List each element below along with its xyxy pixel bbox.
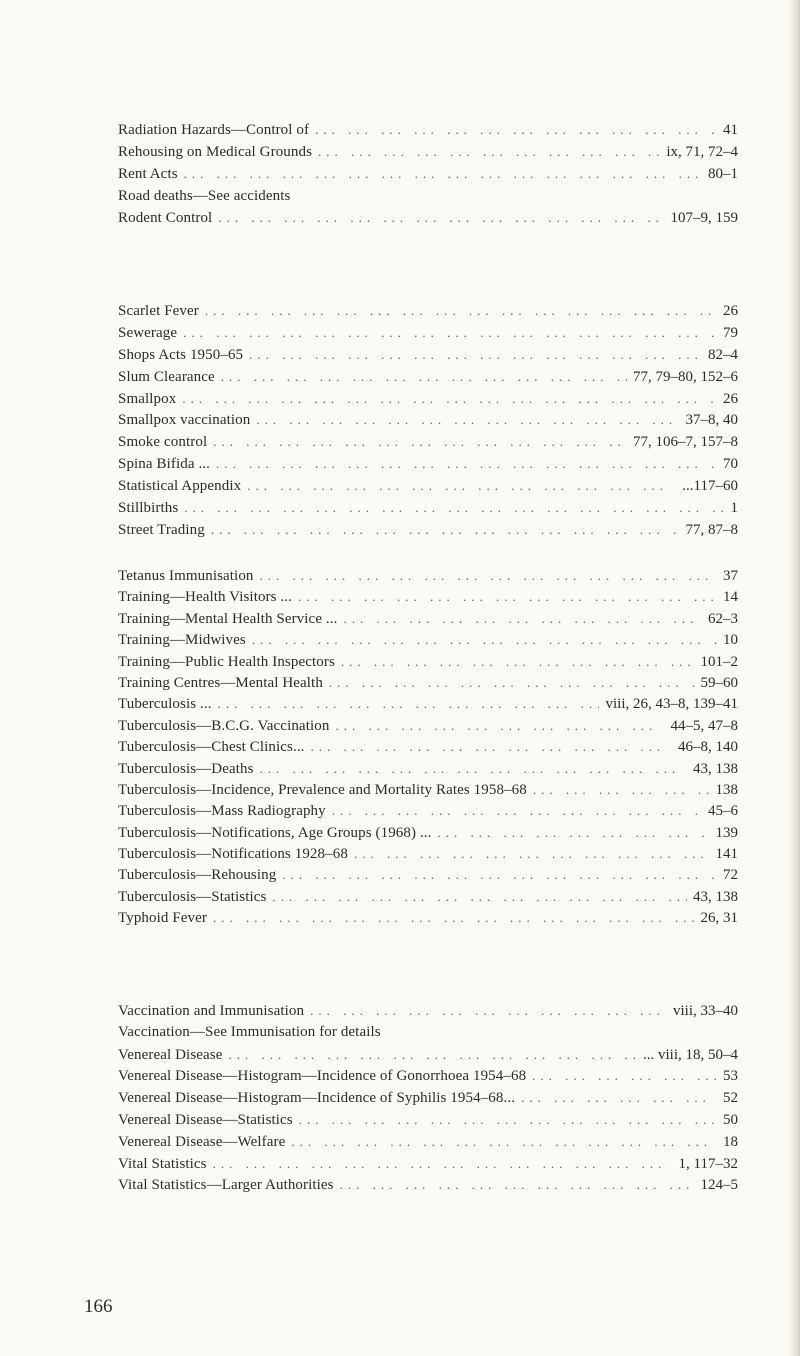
dot-leader	[256, 409, 679, 431]
index-entry	[118, 475, 738, 497]
dot-leader	[218, 693, 600, 714]
index-section-s	[118, 300, 738, 541]
index-term: Typhoid Fever	[118, 910, 207, 927]
index-pages: 43, 138	[693, 760, 738, 777]
index-pages: 82–4	[708, 346, 738, 363]
index-term: Rodent Control	[118, 210, 213, 226]
index-pages: 138	[715, 781, 738, 798]
index-pages: 26	[723, 390, 738, 407]
index-term: Venereal Disease	[118, 1046, 223, 1063]
dot-leader	[213, 431, 627, 453]
index-term: Spina Bifida ...	[118, 456, 211, 473]
index-term: Venereal Disease—Histogram—Incidence of Gonorrhoea 1954–68	[118, 1068, 527, 1085]
dot-leader	[315, 119, 717, 141]
dot-leader	[272, 886, 687, 907]
index-entry	[118, 886, 738, 907]
dot-leader	[205, 300, 717, 322]
index-entry	[118, 519, 738, 541]
index-entry	[118, 453, 738, 475]
index-term: Tuberculosis ...	[118, 696, 212, 713]
index-entry	[118, 586, 738, 607]
index-pages: 79	[723, 324, 738, 341]
index-pages: 70	[723, 456, 738, 473]
index-pages: 139	[715, 824, 738, 841]
index-entry	[118, 736, 738, 757]
index-term: Scarlet Fever	[118, 303, 199, 319]
index-term: Rent Acts	[118, 166, 178, 182]
dot-leader	[532, 1065, 717, 1087]
index-pages: 59–60	[700, 674, 738, 691]
index-entry	[118, 1044, 738, 1066]
index-term: Tuberculosis—Deaths	[118, 760, 254, 777]
index-term: Training—Public Health Inspectors	[118, 653, 335, 670]
page-number: 166	[84, 1296, 113, 1317]
index-entry	[118, 388, 738, 410]
index-pages: 18	[723, 1133, 738, 1150]
index-term: Tetanus Immunisation	[118, 568, 254, 584]
index-entry	[118, 1065, 738, 1087]
index-term: Sewerage	[118, 324, 178, 341]
index-entry	[118, 651, 738, 672]
index-pages: 53	[723, 1068, 738, 1085]
index-entry	[118, 715, 738, 736]
index-entry	[118, 779, 738, 800]
dot-leader	[329, 672, 695, 693]
index-section-v	[118, 1000, 738, 1196]
index-entry	[118, 629, 738, 650]
dot-leader	[354, 843, 710, 864]
index-pages: 37	[723, 568, 738, 584]
index-term: Venereal Disease—Welfare	[118, 1133, 286, 1150]
dot-leader	[299, 1109, 717, 1131]
index-pages: ... viii, 18, 50–4	[642, 1046, 738, 1063]
index-term: Tuberculosis—Notifications 1928–68	[118, 846, 348, 863]
index-pages: 77, 87–8	[685, 521, 738, 538]
index-entry	[118, 1000, 738, 1022]
index-pages: 80–1	[708, 166, 738, 182]
index-pages: 46–8, 140	[678, 739, 738, 756]
index-entry	[118, 1109, 738, 1131]
dot-leader	[184, 497, 724, 519]
page-edge-shadow	[788, 0, 800, 1356]
index-term: Rehousing on Medical Grounds	[118, 144, 313, 160]
index-pages: 50	[723, 1111, 738, 1128]
dot-leader	[318, 141, 660, 163]
index-term: Training—Midwives	[118, 632, 246, 649]
index-pages: 26	[723, 303, 738, 319]
index-term: Training—Mental Health Service ...	[118, 610, 338, 627]
index-pages: viii, 33–40	[672, 1003, 738, 1019]
index-term: Smallpox vaccination	[118, 412, 251, 429]
dot-leader	[341, 651, 695, 672]
index-entry	[118, 822, 738, 843]
index-entry	[118, 1174, 738, 1196]
index-pages: 77, 106–7, 157–8	[633, 434, 738, 451]
index-term: Street Trading	[118, 521, 205, 538]
dot-leader	[310, 1000, 667, 1022]
index-pages: 77, 79–80, 152–6	[633, 368, 738, 385]
index-entry	[118, 1022, 738, 1044]
index-pages: ix, 71, 72–4	[666, 144, 738, 160]
index-term: Tuberculosis—Incidence, Prevalence and Mortality Rates 1958–68	[118, 781, 527, 798]
index-section-t	[118, 565, 738, 929]
index-pages: viii, 26, 43–8, 139–41	[605, 696, 738, 713]
dot-leader	[298, 586, 717, 607]
index-pages: 41	[723, 122, 738, 138]
dot-leader	[228, 1044, 637, 1066]
index-term: Venereal Disease—Statistics	[118, 1111, 293, 1128]
index-entry	[118, 758, 738, 779]
index-term: Slum Clearance	[118, 368, 215, 385]
index-pages: 43, 138	[693, 888, 738, 905]
index-pages: ...117–60	[682, 478, 738, 495]
dot-leader	[291, 1131, 717, 1153]
index-term: Stillbirths	[118, 500, 179, 517]
index-term: Training—Health Visitors ...	[118, 589, 292, 606]
dot-leader	[211, 519, 680, 541]
index-entry	[118, 300, 738, 322]
index-term: Smoke control	[118, 434, 208, 451]
index-term: Vital Statistics	[118, 1155, 207, 1172]
index-pages: 1	[730, 500, 738, 517]
dot-leader	[332, 800, 702, 821]
index-pages: 45–6	[708, 803, 738, 820]
index-pages: 44–5, 47–8	[670, 717, 738, 734]
dot-leader	[216, 453, 717, 475]
dot-leader	[533, 779, 710, 800]
dot-leader	[184, 163, 702, 185]
index-pages: 107–9, 159	[670, 210, 738, 226]
index-pages: 14	[723, 589, 738, 606]
index-entry	[118, 1153, 738, 1175]
index-term: Tuberculosis—Notifications, Age Groups (1968) ...	[118, 824, 432, 841]
dot-leader	[221, 366, 627, 388]
dot-leader	[340, 1174, 695, 1196]
index-term: Tuberculosis—Chest Clinics...	[118, 739, 305, 756]
dot-leader	[249, 344, 702, 366]
index-entry	[118, 800, 738, 821]
dot-leader	[343, 608, 702, 629]
index-pages: 1, 117–32	[678, 1155, 738, 1172]
index-entry	[118, 907, 738, 928]
dot-leader	[260, 758, 687, 779]
dot-leader	[252, 629, 717, 650]
dot-leader	[521, 1087, 717, 1109]
index-term: Tuberculosis—Mass Radiography	[118, 803, 326, 820]
index-entry	[118, 672, 738, 693]
index-pages: 72	[723, 867, 738, 884]
index-term: Tuberculosis—Statistics	[118, 888, 267, 905]
index-term: Radiation Hazards—Control of	[118, 122, 310, 138]
dot-leader	[183, 322, 717, 344]
index-entry	[118, 344, 738, 366]
index-entry	[118, 322, 738, 344]
index-entry	[118, 864, 738, 885]
index-entry	[118, 497, 738, 519]
index-entry	[118, 409, 738, 431]
index-pages: 10	[723, 632, 738, 649]
dot-leader	[282, 864, 717, 885]
index-pages: 141	[715, 846, 738, 863]
index-pages: 124–5	[700, 1177, 738, 1194]
dot-leader	[260, 565, 717, 586]
index-term: Smallpox	[118, 390, 177, 407]
index-entry	[118, 565, 738, 586]
dot-leader	[335, 715, 664, 736]
index-term: Tuberculosis—B.C.G. Vaccination	[118, 717, 330, 734]
index-entry	[118, 431, 738, 453]
index-entry	[118, 185, 738, 207]
index-term: Road deaths—See accidents	[118, 188, 291, 204]
index-pages: 37–8, 40	[685, 412, 738, 429]
index-pages: 26, 31	[700, 910, 738, 927]
dot-leader	[182, 388, 717, 410]
index-entry	[118, 1087, 738, 1109]
index-term: Venereal Disease—Histogram—Incidence of Syphilis 1954–68...	[118, 1090, 516, 1107]
index-entry	[118, 366, 738, 388]
dot-leader	[213, 1153, 673, 1175]
index-entry	[118, 693, 738, 714]
index-pages: 101–2	[700, 653, 738, 670]
index-term: Vital Statistics—Larger Authorities	[118, 1177, 334, 1194]
dot-leader	[213, 907, 695, 928]
index-term: Vaccination—See Immunisation for details	[118, 1023, 381, 1040]
index-term: Shops Acts 1950–65	[118, 346, 244, 363]
index-section-r	[118, 119, 738, 229]
index-entry	[118, 163, 738, 185]
index-entry	[118, 1131, 738, 1153]
dot-leader	[438, 822, 710, 843]
index-entry	[118, 843, 738, 864]
dot-leader	[247, 475, 676, 497]
dot-leader	[311, 736, 672, 757]
index-pages: 62–3	[708, 610, 738, 627]
index-entry	[118, 608, 738, 629]
index-entry	[118, 207, 738, 229]
dot-leader	[218, 207, 664, 229]
index-term: Training Centres—Mental Health	[118, 674, 323, 691]
index-term: Vaccination and Immunisation	[118, 1003, 305, 1019]
index-entry	[118, 119, 738, 141]
index-pages: 52	[723, 1090, 738, 1107]
index-term: Tuberculosis—Rehousing	[118, 867, 277, 884]
index-term: Statistical Appendix	[118, 478, 242, 495]
index-entry	[118, 141, 738, 163]
